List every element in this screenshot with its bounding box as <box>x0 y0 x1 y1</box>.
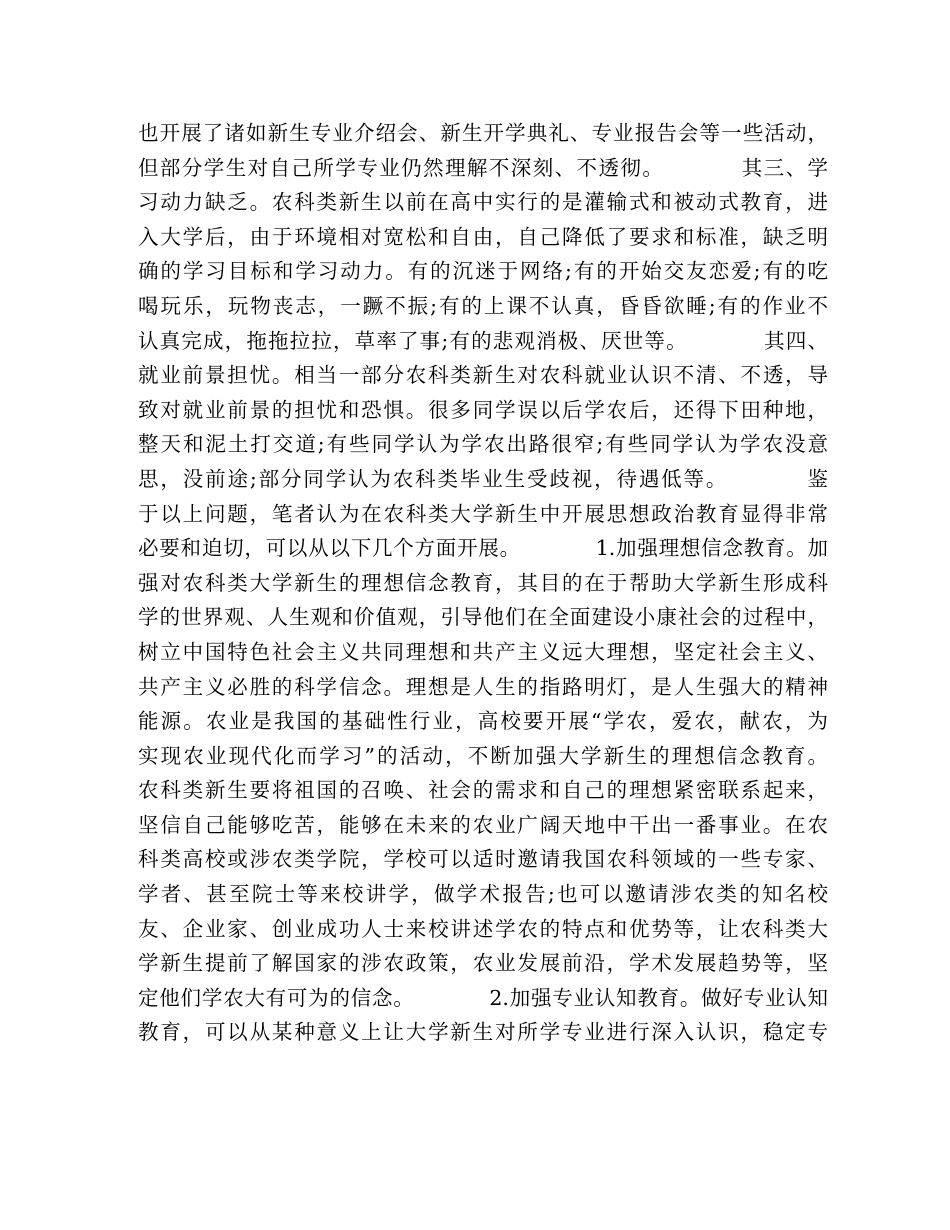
text-line: 喝玩乐，玩物丧志，一蹶不振;有的上课不认真，昏昏欲睡;有的作业不 <box>138 293 828 318</box>
text-line: 教育，可以从某种意义上让大学新生对所学专业进行深入认识，稳定专 <box>138 1020 828 1045</box>
text-line: 学者、甚至院士等来校讲学，做学术报告;也可以邀请涉农类的知名校 <box>138 882 828 907</box>
text-line: 就业前景担忧。相当一部分农科类新生对农科就业认识不清、不透，导 <box>138 363 828 388</box>
text-line: 致对就业前景的担忧和恐惧。很多同学误以后学农后，还得下田种地， <box>138 397 828 422</box>
body-text <box>138 116 828 1050</box>
text-line: 习动力缺乏。农科类新生以前在高中实行的是灌输式和被动式教育，进 <box>138 190 828 215</box>
text-line: 定他们学农大有可为的信念。 2.加强专业认知教育。做好专业认知 <box>138 985 828 1010</box>
text-line: 学新生提前了解国家的涉农政策，农业发展前沿，学术发展趋势等，坚 <box>138 951 828 976</box>
text-line: 入大学后，由于环境相对宽松和自由，自己降低了要求和标准，缺乏明 <box>138 224 828 249</box>
text-line: 能源。农业是我国的基础性行业，高校要开展“学农，爱农，献农，为 <box>138 709 828 734</box>
text-line: 科类高校或涉农类学院，学校可以适时邀请我国农科领域的一些专家、 <box>138 847 828 872</box>
text-line: 确的学习目标和学习动力。有的沉迷于网络;有的开始交友恋爱;有的吃 <box>138 259 828 284</box>
text-line: 也开展了诸如新生专业介绍会、新生开学典礼、专业报告会等一些活动， <box>138 121 828 145</box>
text-line: 整天和泥土打交道;有些同学认为学农出路很窄;有些同学认为学农没意 <box>138 432 828 457</box>
text-line: 思，没前途;部分同学认为农科类毕业生受歧视，待遇低等。 鉴 <box>138 466 828 491</box>
text-line: 学的世界观、人生观和价值观，引导他们在全面建设小康社会的过程中， <box>138 605 828 630</box>
text-line: 树立中国特色社会主义共同理想和共产主义远大理想，坚定社会主义、 <box>138 639 828 664</box>
text-line: 于以上问题，笔者认为在农科类大学新生中开展思想政治教育显得非常 <box>138 501 828 526</box>
text-line: 强对农科类大学新生的理想信念教育，其目的在于帮助大学新生形成科 <box>138 570 828 595</box>
text-line: 认真完成，拖拖拉拉，草率了事;有的悲观消极、厌世等。 其四、 <box>138 328 828 353</box>
text-line: 农科类新生要将祖国的召唤、社会的需求和自己的理想紧密联系起来， <box>138 778 828 803</box>
text-line: 实现农业现代化而学习”的活动，不断加强大学新生的理想信念教育。 <box>138 743 828 768</box>
text-line: 必要和迫切，可以从以下几个方面开展。 1.加强理想信念教育。加 <box>138 536 828 561</box>
text-line: 但部分学生对自己所学专业仍然理解不深刻、不透彻。 其三、学 <box>138 155 828 180</box>
text-line: 坚信自己能够吃苦，能够在未来的农业广阔天地中干出一番事业。在农 <box>138 812 828 837</box>
text-line: 友、企业家、创业成功人士来校讲述学农的特点和优势等，让农科类大 <box>138 916 828 941</box>
text-line: 共产主义必胜的科学信念。理想是人生的指路明灯，是人生强大的精神 <box>138 674 828 699</box>
